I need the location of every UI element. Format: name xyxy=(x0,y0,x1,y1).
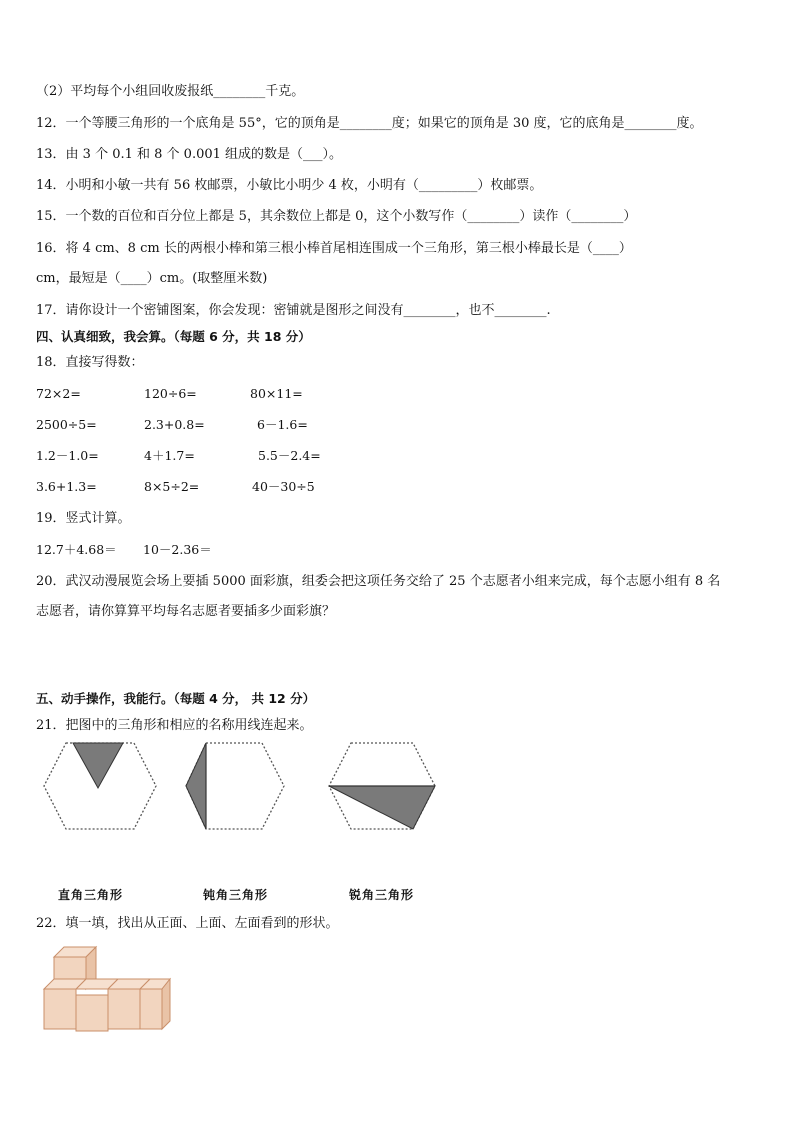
cube-stack-figure xyxy=(42,945,172,1035)
label-right-triangle: 直角三角形 xyxy=(58,888,124,902)
question-17: 17．请你设计一个密铺图案，你会发现：密铺就是图形之间没有________，也不________. xyxy=(36,303,551,318)
shaded-right-triangle xyxy=(73,743,123,788)
calc-item: 72×2= xyxy=(36,386,81,401)
q19-item: 10－2.36＝ xyxy=(143,542,212,557)
calc-item: 6－1.6= xyxy=(257,417,308,432)
question-21: 21．把图中的三角形和相应的名称用线连起来。 xyxy=(36,718,313,733)
shaded-obtuse-triangle xyxy=(186,743,206,829)
calc-item: 40－30÷5 xyxy=(252,479,315,494)
hexagon-figure-3 xyxy=(326,740,438,832)
question-19: 19．竖式计算。 xyxy=(36,511,131,526)
calc-item: 5.5－2.4= xyxy=(258,448,321,463)
question-22: 22．填一填，找出从正面、上面、左面看到的形状。 xyxy=(36,916,339,931)
question-13: 13．由 3 个 0.1 和 8 个 0.001 组成的数是（___）。 xyxy=(36,147,343,162)
calc-item: 2500÷5= xyxy=(36,417,97,432)
question-14: 14．小明和小敏一共有 56 枚邮票，小敏比小明少 4 枚，小明有（_________）枚邮票。 xyxy=(36,178,543,193)
q19-item: 12.7＋4.68＝ xyxy=(36,542,117,557)
question-16-line2: cm，最短是（____）cm。(取整厘米数) xyxy=(36,271,268,286)
hexagon-figure-1 xyxy=(40,740,160,832)
label-obtuse-triangle: 钝角三角形 xyxy=(203,888,269,902)
question-20-line2: 志愿者，请你算算平均每名志愿者要插多少面彩旗？ xyxy=(36,604,336,619)
q11-part2: （2）平均每个小组回收废报纸________千克。 xyxy=(36,84,305,99)
calc-item: 4＋1.7= xyxy=(144,448,195,463)
calc-item: 2.3+0.8= xyxy=(144,417,205,432)
calc-item: 120÷6= xyxy=(144,386,197,401)
question-16-line1: 16．将 4 cm、8 cm 长的两根小棒和第三根小棒首尾相连围成一个三角形，第三根小棒最长是（____） xyxy=(36,241,632,256)
question-20-line1: 20．武汉动漫展览会场上要插 5000 面彩旗，组委会把这项任务交给了 25 个志愿者小组来完成，每个志愿小组有 8 名 xyxy=(36,574,721,589)
calc-item: 3.6+1.3= xyxy=(36,479,97,494)
shaded-acute-triangle xyxy=(329,786,435,829)
question-18: 18．直接写得数： xyxy=(36,355,144,370)
calc-item: 80×11= xyxy=(250,386,303,401)
calc-item: 1.2－1.0= xyxy=(36,448,99,463)
section-4-heading: 四、认真细致，我会算。（每题 6 分，共 18 分） xyxy=(36,329,311,344)
hexagon-figure-2 xyxy=(184,740,288,832)
section-5-heading: 五、动手操作，我能行。（每题 4 分， 共 12 分） xyxy=(36,691,316,706)
question-12: 12．一个等腰三角形的一个底角是 55°，它的顶角是________度；如果它的顶角是 30 度，它的底角是________度。 xyxy=(36,116,703,131)
label-acute-triangle: 锐角三角形 xyxy=(349,888,415,902)
question-15: 15．一个数的百位和百分位上都是 5，其余数位上都是 0，这个小数写作（________）读作（________） xyxy=(36,209,637,224)
calc-item: 8×5÷2= xyxy=(144,479,200,494)
